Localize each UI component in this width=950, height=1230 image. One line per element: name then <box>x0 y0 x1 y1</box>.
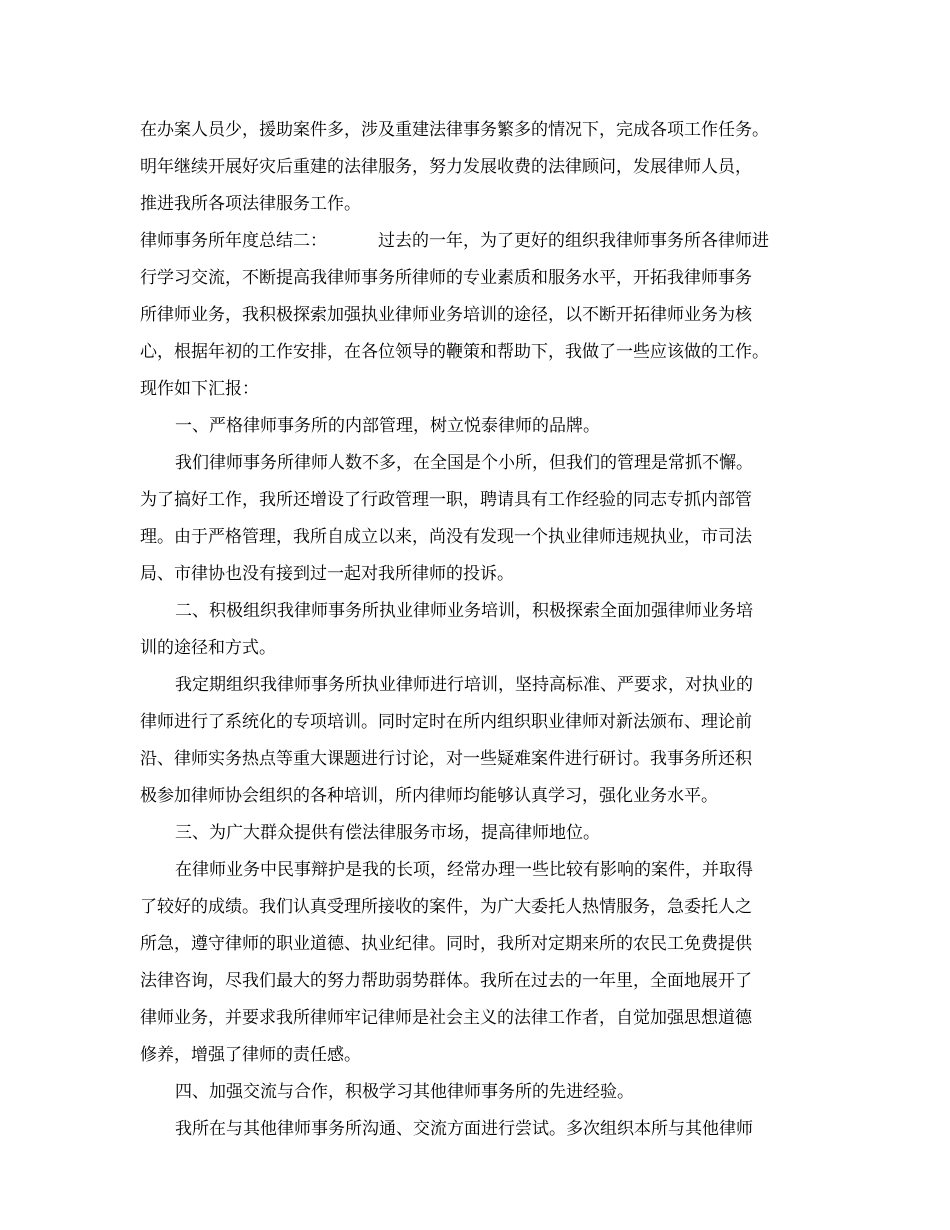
text-segment: 明年继续开展好灾后重建的法律服务，努力发展收费的法律顾问，发展律师人员， <box>140 157 752 177</box>
text-line <box>0 892 950 922</box>
text-segment: 所律师业务，我积极探索加强执业律师业务培训的途径，以不断开拓律师业务为核 <box>140 305 752 325</box>
text-segment: 在办案人员少，援助案件多，涉及重建法律事务繁多的情况下，完成各项工作任务。 <box>140 120 769 140</box>
text-line <box>0 596 950 626</box>
text-line <box>0 781 950 811</box>
text-line <box>0 263 950 293</box>
text-segment: 修养，增强了律师的责任感。 <box>140 1045 361 1065</box>
text-line <box>0 707 950 737</box>
text-segment: 现作如下汇报： <box>140 379 259 399</box>
text-segment: 行学习交流，不断提高我律师事务所律师的专业素质和服务水平，开拓我律师事务 <box>140 268 752 288</box>
text-line <box>0 1003 950 1033</box>
text-segment: 理。由于严格管理，我所自成立以来，尚没有发现一个执业律师违规执业，市司法 <box>140 527 752 547</box>
text-line <box>0 1077 950 1107</box>
text-segment: 法律咨询，尽我们最大的努力帮助弱势群体。我所在过去的一年里，全面地展开了 <box>140 971 752 991</box>
text-line <box>0 929 950 959</box>
text-segment: 所急，遵守律师的职业道德、执业纪律。同时，我所对定期来所的农民工免费提供 <box>140 934 752 954</box>
text-segment: 心，根据年初的工作安排，在各位领导的鞭策和帮助下，我做了一些应该做的工作。 <box>140 342 769 362</box>
text-line <box>0 818 950 848</box>
text-segment: 律师进行了系统化的专项培训。同时定时在所内组织职业律师对新法颁布、理论前 <box>140 712 752 732</box>
text-line <box>0 337 950 367</box>
text-segment: 为了搞好工作，我所还增设了行政管理一职，聘请具有工作经验的同志专抓内部管 <box>140 490 752 510</box>
subheading: 四、加强交流与合作，积极学习其他律师事务所的先进经验。 <box>175 1082 634 1102</box>
text-segment: 极参加律师协会组织的各种培训，所内律师均能够认真学习，强化业务水平。 <box>140 786 718 806</box>
text-segment: 律师业务，并要求我所律师牢记律师是社会主义的法律工作者，自觉加强思想道德 <box>140 1008 752 1028</box>
text-line <box>0 670 950 700</box>
text-line <box>0 152 950 182</box>
subheading: 二、积极组织我律师事务所执业律师业务培训，积极探索全面加强律师业务培 <box>175 601 753 621</box>
subheading: 一、严格律师事务所的内部管理，树立悦泰律师的品牌。 <box>175 416 600 436</box>
text-segment: 我定期组织我律师事务所执业律师进行培训，坚持高标准、严要求，对执业的 <box>175 675 753 695</box>
text-line <box>0 115 950 145</box>
subheading: 三、为广大群众提供有偿法律服务市场，提高律师地位。 <box>175 823 600 843</box>
text-segment: 了较好的成绩。我们认真受理所接收的案件，为广大委托人热情服务，急委托人之 <box>140 897 752 917</box>
text-line <box>0 1040 950 1070</box>
text-line <box>0 485 950 515</box>
text-segment: 我所在与其他律师事务所沟通、交流方面进行尝试。多次组织本所与其他律师 <box>175 1119 753 1139</box>
section-heading: 律师事务所年度总结二： <box>140 231 327 251</box>
text-line <box>0 744 950 774</box>
text-segment: 在律师业务中民事辩护是我的长项，经常办理一些比较有影响的案件，并取得 <box>175 860 753 880</box>
text-segment: 我们律师事务所律师人数不多，在全国是个小所，但我们的管理是常抓不懈。 <box>175 453 753 473</box>
text-line <box>0 522 950 552</box>
text-segment: 推进我所各项法律服务工作。 <box>140 194 361 214</box>
text-line <box>0 411 950 441</box>
text-segment: 过去的一年，为了更好的组织我律师事务所各律师进 <box>378 231 769 251</box>
text-line <box>0 855 950 885</box>
text-segment: 训的途径和方式。 <box>140 638 276 658</box>
text-line <box>0 374 950 404</box>
text-line <box>0 1114 950 1144</box>
text-line <box>0 559 950 589</box>
text-line <box>0 226 950 256</box>
text-line <box>0 633 950 663</box>
text-line <box>0 300 950 330</box>
text-segment: 局、市律协也没有接到过一起对我所律师的投诉。 <box>140 564 514 584</box>
text-segment: 沿、律师实务热点等重大课题进行讨论，对一些疑难案件进行研讨。我事务所还积 <box>140 749 752 769</box>
text-line <box>0 448 950 478</box>
text-line <box>0 189 950 219</box>
text-line <box>0 966 950 996</box>
